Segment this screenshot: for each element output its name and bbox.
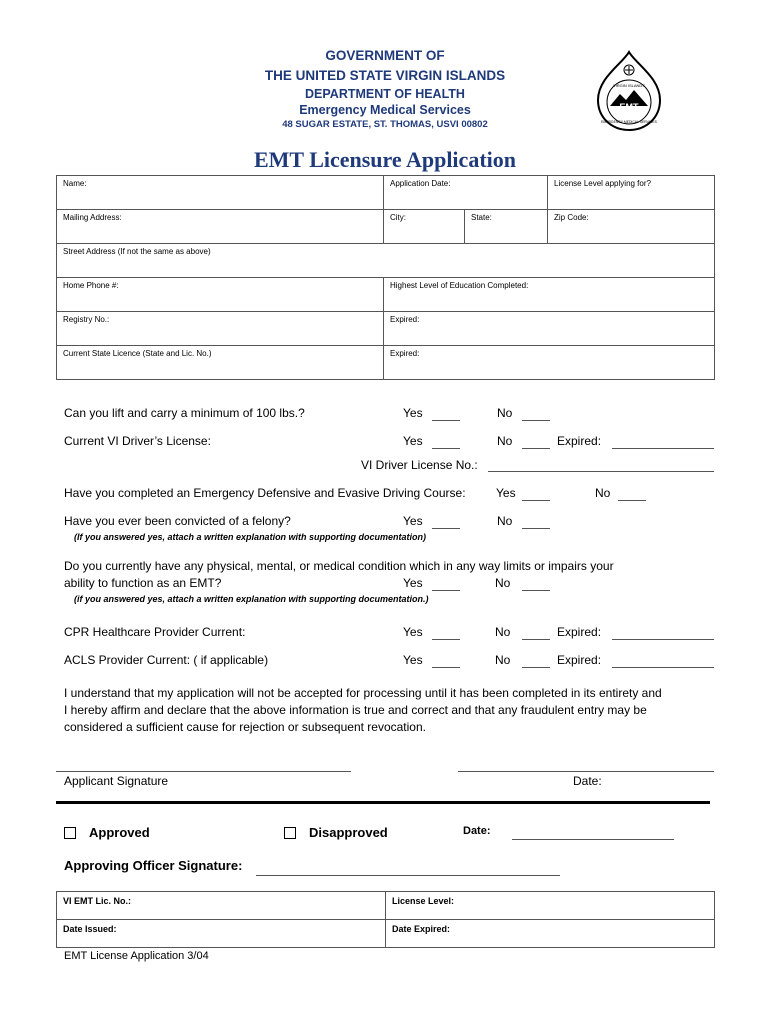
vi-driver-no-blank[interactable] xyxy=(488,471,714,472)
acls-question: ACLS Provider Current: ( if applicable) xyxy=(64,653,269,667)
drivers-license-question: Current VI Driver’s License: xyxy=(64,434,211,448)
home-phone-field[interactable]: Home Phone #: xyxy=(57,278,384,312)
felony-question: Have you ever been convicted of a felony? xyxy=(64,514,291,528)
license-level-field[interactable]: License Level applying for? xyxy=(548,176,715,210)
acls-no-blank[interactable] xyxy=(522,667,550,668)
registry-expired-field[interactable]: Expired: xyxy=(384,312,715,346)
seal-side-text: EMERGENCY MEDICAL SERVICES xyxy=(601,120,657,124)
cpr-expired-label: Expired: xyxy=(557,625,602,639)
header-address: 48 SUGAR ESTATE, ST. THOMAS, USVI 00802 xyxy=(282,119,488,130)
header-division: Emergency Medical Services xyxy=(299,103,471,117)
drivers-yes-label: Yes xyxy=(403,434,423,448)
cpr-expired-blank[interactable] xyxy=(612,639,714,640)
defensive-no-blank[interactable] xyxy=(618,500,646,501)
applicant-signature-label: Applicant Signature xyxy=(64,774,169,788)
disapproved-checkbox[interactable] xyxy=(284,827,296,839)
defensive-driving-question: Have you completed an Emergency Defensive and Evasive Driving Course: xyxy=(64,486,466,500)
drivers-no-blank[interactable] xyxy=(522,448,550,449)
application-date-field[interactable]: Application Date: xyxy=(384,176,548,210)
condition-note: (if you answered yes, attach a written explanation with supporting documentation.) xyxy=(74,594,429,604)
acls-yes-blank[interactable] xyxy=(432,667,460,668)
acls-yes-label: Yes xyxy=(403,653,423,667)
condition-yes-label: Yes xyxy=(403,576,423,590)
page-title: EMT Licensure Application xyxy=(253,147,516,172)
applicant-date-line[interactable] xyxy=(458,771,714,772)
disapproved-label: Disapproved xyxy=(309,825,388,840)
cpr-question: CPR Healthcare Provider Current: xyxy=(64,625,246,639)
vi-emt-lic-no-field[interactable]: VI EMT Lic. No.: xyxy=(57,892,386,920)
education-field[interactable]: Highest Level of Education Completed: xyxy=(384,278,715,312)
condition-no-label: No xyxy=(495,576,511,590)
applicant-date-label: Date: xyxy=(573,774,602,788)
lift-yes-label: Yes xyxy=(403,406,423,420)
license-table xyxy=(56,891,715,948)
condition-question-line2: ability to function as an EMT? xyxy=(64,576,222,590)
condition-yes-blank[interactable] xyxy=(432,590,460,591)
acls-expired-blank[interactable] xyxy=(612,667,714,668)
drivers-no-label: No xyxy=(497,434,513,448)
cpr-no-label: No xyxy=(495,625,511,639)
approved-checkbox[interactable] xyxy=(64,827,76,839)
registry-field[interactable]: Registry No.: xyxy=(57,312,384,346)
state-licence-expired-field[interactable]: Expired: xyxy=(384,346,715,380)
header-department: DEPARTMENT OF HEALTH xyxy=(305,87,465,101)
acls-expired-label: Expired: xyxy=(557,653,602,667)
condition-question-line1: Do you currently have any physical, mental, or medical condition which in any way limits or impairs your xyxy=(64,559,614,573)
header-government: GOVERNMENT OF xyxy=(325,48,445,63)
cpr-no-blank[interactable] xyxy=(522,639,550,640)
office-use-divider xyxy=(56,801,710,804)
felony-note: (If you answered yes, attach a written explanation with supporting documentation) xyxy=(74,532,427,542)
lift-yes-blank[interactable] xyxy=(432,420,460,421)
office-date-blank[interactable] xyxy=(512,839,674,840)
cpr-yes-blank[interactable] xyxy=(432,639,460,640)
lift-question: Can you lift and carry a minimum of 100 lbs.? xyxy=(64,406,305,420)
name-field[interactable]: Name: xyxy=(57,176,384,210)
lift-no-label: No xyxy=(497,406,513,420)
drivers-yes-blank[interactable] xyxy=(432,448,460,449)
acls-no-label: No xyxy=(495,653,511,667)
defensive-yes-label: Yes xyxy=(496,486,516,500)
defensive-yes-blank[interactable] xyxy=(522,500,550,501)
license-level-result-field[interactable]: License Level: xyxy=(386,892,715,920)
seal-center-text: EMT xyxy=(619,102,639,112)
emt-seal-logo xyxy=(592,48,666,134)
affirmation-line1: I understand that my application will not be accepted for processing until it has been completed in its entirety and xyxy=(64,686,662,700)
affirmation-line3: considered a sufficient cause for rejection or subsequent revocation. xyxy=(64,720,426,734)
approved-label: Approved xyxy=(89,825,150,840)
city-field[interactable]: City: xyxy=(384,210,465,244)
officer-signature-line[interactable] xyxy=(256,875,560,876)
seal-top-text: VIRGIN ISLANDS xyxy=(612,83,646,88)
applicant-signature-line[interactable] xyxy=(56,771,351,772)
lift-no-blank[interactable] xyxy=(522,420,550,421)
office-date-label: Date: xyxy=(463,825,491,837)
felony-no-label: No xyxy=(497,514,513,528)
street-address-field[interactable]: Street Address (If not the same as above) xyxy=(57,244,715,278)
vi-driver-no-label: VI Driver License No.: xyxy=(361,458,478,472)
date-expired-field[interactable]: Date Expired: xyxy=(386,920,715,948)
affirmation-line2: I hereby affirm and declare that the above information is true and correct and that any fraudulent entry may be xyxy=(64,703,647,717)
zip-code-field[interactable]: Zip Code: xyxy=(548,210,715,244)
condition-no-blank[interactable] xyxy=(522,590,550,591)
officer-signature-label: Approving Officer Signature: xyxy=(64,858,243,873)
header-territory: THE UNITED STATE VIRGIN ISLANDS xyxy=(264,68,506,83)
felony-no-blank[interactable] xyxy=(522,528,550,529)
defensive-no-label: No xyxy=(595,486,611,500)
state-field[interactable]: State: xyxy=(465,210,548,244)
cpr-yes-label: Yes xyxy=(403,625,423,639)
felony-yes-label: Yes xyxy=(403,514,423,528)
date-issued-field[interactable]: Date Issued: xyxy=(57,920,386,948)
mailing-address-field[interactable]: Mailing Address: xyxy=(57,210,384,244)
drivers-expired-blank[interactable] xyxy=(612,448,714,449)
felony-yes-blank[interactable] xyxy=(432,528,460,529)
applicant-info-table xyxy=(56,175,715,380)
footer-form-id: EMT License Application 3/04 xyxy=(64,950,209,962)
drivers-expired-label: Expired: xyxy=(557,434,602,448)
state-licence-field[interactable]: Current State Licence (State and Lic. No.) xyxy=(57,346,384,380)
